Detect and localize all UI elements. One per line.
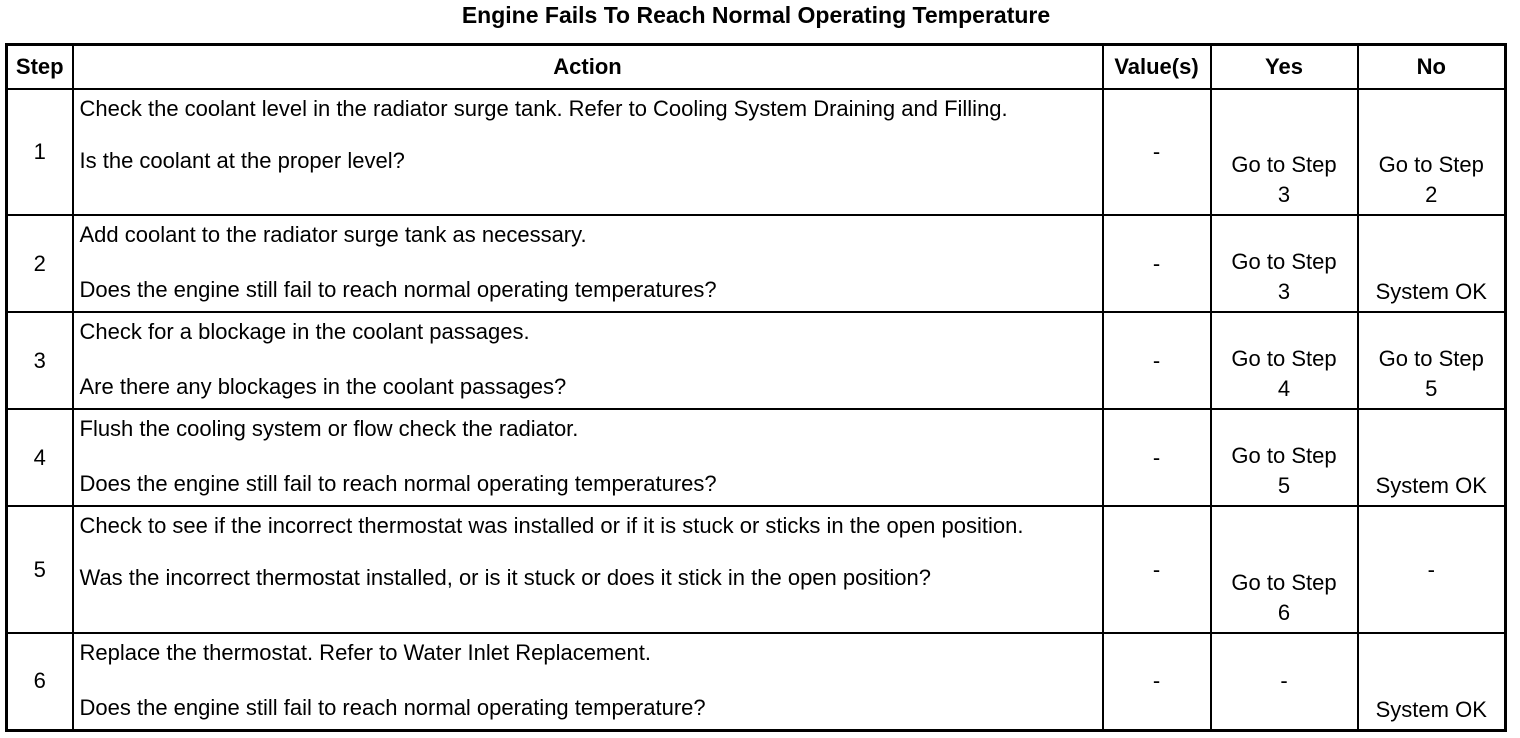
no-cell — [1358, 312, 1506, 409]
no-cell — [1358, 409, 1506, 506]
table-row — [7, 89, 1506, 215]
step-number: 2 — [7, 215, 73, 312]
yes-cell — [1211, 215, 1358, 312]
header-values: Value(s) — [1103, 45, 1211, 90]
action-cell — [73, 506, 1103, 633]
table-row — [7, 633, 1506, 730]
value-cell: - — [1103, 409, 1211, 506]
table-title: Engine Fails To Reach Normal Operating Temperature — [461, 2, 1051, 28]
step-number: 6 — [7, 633, 73, 730]
value-cell: - — [1103, 312, 1211, 409]
table-row — [7, 215, 1506, 312]
action-text: Check the coolant level in the radiator surge tank. Refer to Cooling System Draining and Filling. — [79, 96, 1008, 121]
no-line1: Go to Step — [1378, 152, 1484, 177]
yes-line2: 3 — [1277, 182, 1291, 207]
yes-cell — [1211, 409, 1358, 506]
action-question: Was the incorrect thermostat installed, or is it stuck or does it stick in the open position? — [79, 565, 931, 590]
step-number: 1 — [7, 89, 73, 215]
yes-line1: Go to Step — [1231, 152, 1337, 177]
no-line1: Go to Step — [1378, 346, 1484, 371]
yes-line1: Go to Step — [1231, 443, 1337, 468]
header-yes: Yes — [1211, 45, 1358, 90]
action-cell — [73, 215, 1103, 312]
yes-line1: Go to Step — [1231, 570, 1337, 595]
action-text: Flush the cooling system or flow check the radiator. — [79, 416, 579, 441]
no-line2: System OK — [1375, 696, 1487, 722]
yes-line2: 6 — [1277, 600, 1291, 625]
action-question: Does the engine still fail to reach normal operating temperature? — [79, 695, 706, 720]
action-cell — [73, 633, 1103, 730]
no-line2: System OK — [1375, 279, 1487, 304]
table-row — [7, 312, 1506, 409]
action-question: Are there any blockages in the coolant passages? — [79, 374, 567, 399]
step-number: 3 — [7, 312, 73, 409]
yes-line2: 4 — [1277, 376, 1291, 401]
action-text: Replace the thermostat. Refer to Water Inlet Replacement. — [79, 640, 651, 665]
table-row — [7, 409, 1506, 506]
value-cell: - — [1103, 633, 1211, 730]
header-row — [7, 45, 1506, 90]
no-line2: 2 — [1425, 182, 1438, 207]
yes-cell: - — [1211, 633, 1358, 730]
header-step: Step — [7, 45, 73, 90]
no-cell: - — [1358, 506, 1506, 633]
yes-line2: 5 — [1277, 473, 1291, 498]
yes-line2: 3 — [1277, 279, 1291, 304]
action-text: Add coolant to the radiator surge tank as necessary. — [79, 222, 587, 247]
no-line2: 5 — [1425, 376, 1438, 401]
step-number: 5 — [7, 506, 73, 633]
no-line2: System OK — [1375, 473, 1487, 498]
no-cell — [1358, 633, 1506, 730]
action-text: Check for a blockage in the coolant passages. — [79, 319, 530, 344]
action-text: Check to see if the incorrect thermostat was installed or if it is stuck or sticks in the open position. — [79, 513, 1024, 538]
action-question: Does the engine still fail to reach normal operating temperatures? — [79, 277, 717, 302]
action-question: Is the coolant at the proper level? — [79, 148, 405, 173]
action-question: Does the engine still fail to reach normal operating temperatures? — [79, 471, 717, 496]
yes-line1: Go to Step — [1231, 346, 1337, 371]
action-cell — [73, 89, 1103, 215]
yes-cell — [1211, 312, 1358, 409]
diagnostic-table — [5, 43, 1507, 732]
no-cell — [1358, 215, 1506, 312]
value-cell: - — [1103, 506, 1211, 633]
action-cell — [73, 409, 1103, 506]
header-action: Action — [73, 45, 1103, 90]
value-cell: - — [1103, 89, 1211, 215]
yes-cell — [1211, 89, 1358, 215]
yes-cell — [1211, 506, 1358, 633]
header-no: No — [1358, 45, 1506, 90]
table-row — [7, 506, 1506, 633]
no-cell — [1358, 89, 1506, 215]
yes-line1: Go to Step — [1231, 249, 1337, 274]
action-cell — [73, 312, 1103, 409]
value-cell: - — [1103, 215, 1211, 312]
step-number: 4 — [7, 409, 73, 506]
